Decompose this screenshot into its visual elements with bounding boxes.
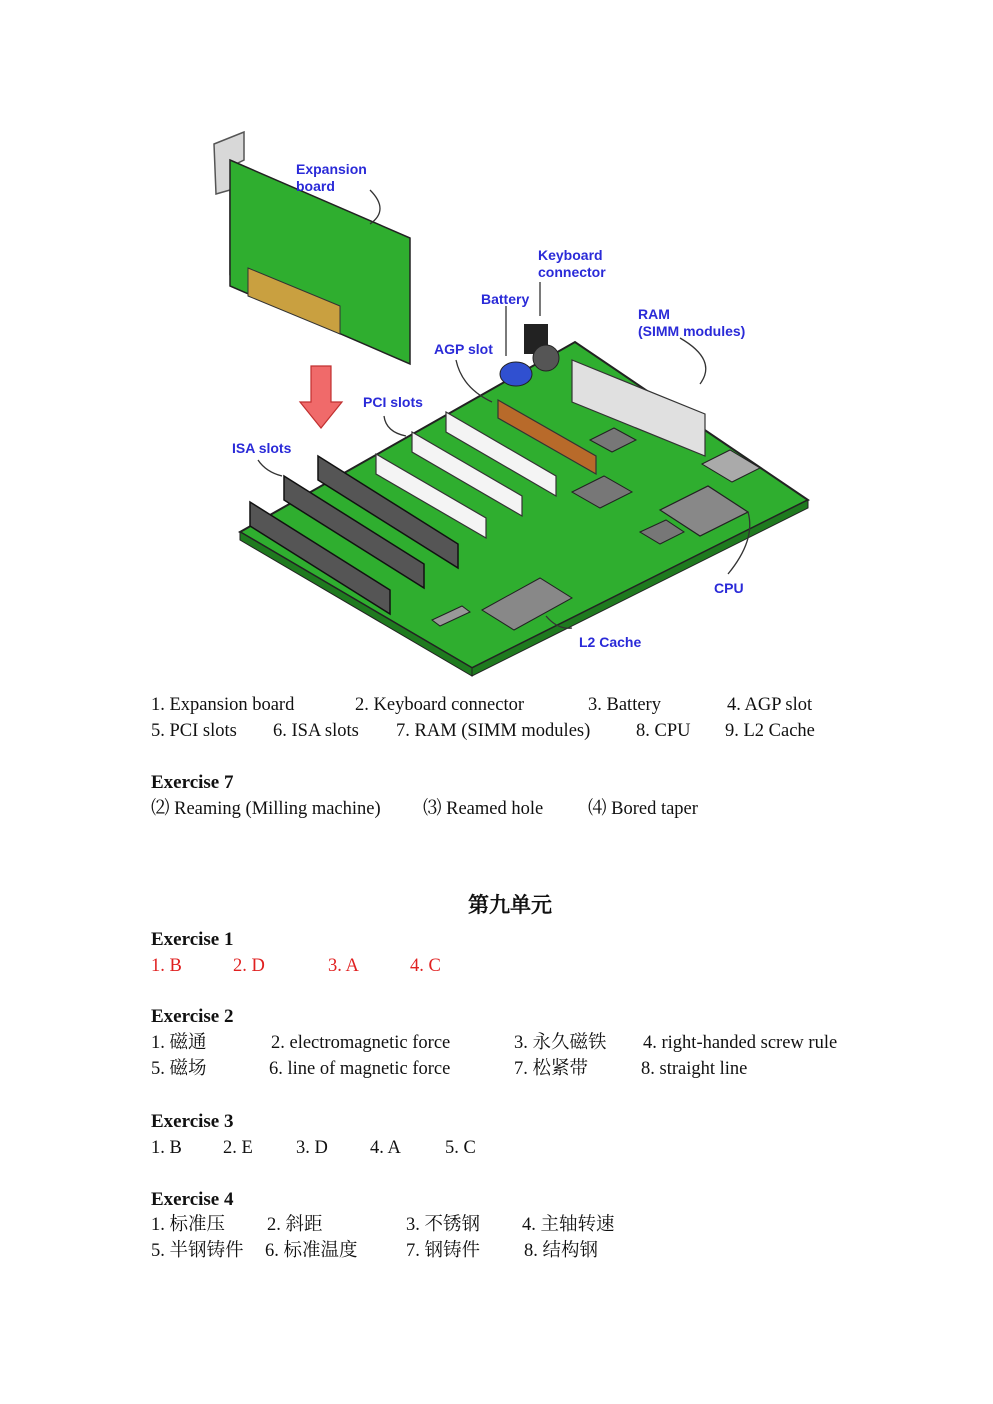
motherboard-illustration [200,120,840,690]
answer-item: 3. D [296,1138,328,1158]
label-l2-cache: L2 Cache [579,634,642,650]
answer-item: 6. line of magnetic force [269,1059,451,1079]
answer-item: 2. E [223,1138,253,1158]
answer-item: ⑶ Reamed hole [423,799,544,819]
leader-pci-slots [384,416,406,436]
label-ram-line1: RAM [638,306,670,322]
exercise-1-title: Exercise 1 [151,929,234,950]
leader-ram [680,338,706,384]
down-arrow [300,366,342,428]
exercise-4-title: Exercise 4 [151,1189,234,1210]
answer-item: 4. right-handed screw rule [643,1033,838,1053]
keyboard-connector-round [533,345,559,371]
motherboard-diagram [200,120,840,690]
leader-expansion-board [370,190,380,224]
legend-item: 3. Battery [588,695,661,715]
legend-item: 9. L2 Cache [725,721,815,741]
label-expansion-board-line1: Expansion [296,161,367,177]
label-expansion-board-line2: board [296,178,335,194]
label-pci-slots: PCI slots [363,394,423,410]
label-keyboard-connector-line2: connector [538,264,606,280]
exercise-3-title: Exercise 3 [151,1111,234,1132]
label-cpu: CPU [714,580,744,596]
answer-item: 4. C [410,956,441,976]
answer-item: 3. 不锈钢 [406,1215,481,1235]
answer-item: 7. 钢铸件 [406,1241,481,1261]
label-ram-line2: (SIMM modules) [638,323,746,339]
answer-item: 3. A [328,956,359,976]
answer-item: 1. 磁通 [151,1033,207,1053]
answer-item: 1. B [151,956,182,976]
label-keyboard-connector-line1: Keyboard [538,247,603,263]
legend-item: 2. Keyboard connector [355,695,525,715]
leader-isa-slots [258,460,282,476]
legend-item: 8. CPU [636,721,691,741]
label-battery: Battery [481,291,530,307]
answer-item: ⑵ Reaming (Milling machine) [151,799,381,819]
legend-item: 1. Expansion board [151,695,295,715]
legend-item: 6. ISA slots [273,721,359,741]
answer-item: 3. 永久磁铁 [514,1033,607,1053]
answer-item: 4. 主轴转速 [522,1215,615,1235]
answer-item: 8. straight line [641,1059,748,1079]
label-agp-slot: AGP slot [434,341,493,357]
legend-item: 4. AGP slot [727,695,813,715]
legend-item: 5. PCI slots [151,721,237,741]
answer-item: 1. 标准压 [151,1215,226,1235]
answer-item: 5. 磁场 [151,1059,207,1079]
exercise-2-title: Exercise 2 [151,1006,234,1027]
answer-item: 7. 松紧带 [514,1059,589,1079]
answer-item: 5. C [445,1138,476,1158]
answer-item: 4. A [370,1138,401,1158]
answer-item: 2. electromagnetic force [271,1033,451,1053]
answer-item: 8. 结构钢 [524,1241,599,1261]
legend-item: 7. RAM (SIMM modules) [396,721,591,741]
answer-item: 1. B [151,1138,182,1158]
answer-item: 5. 半钢铸件 [151,1241,244,1261]
answer-item: 6. 标准温度 [265,1241,358,1261]
answer-item: ⑷ Bored taper [588,799,698,819]
unit-title: 第九单元 [468,893,552,917]
exercise-7-title: Exercise 7 [151,772,234,793]
answer-item: 2. 斜距 [267,1215,323,1235]
answer-item: 2. D [233,956,265,976]
label-isa-slots: ISA slots [232,440,292,456]
battery-shape [500,362,532,386]
